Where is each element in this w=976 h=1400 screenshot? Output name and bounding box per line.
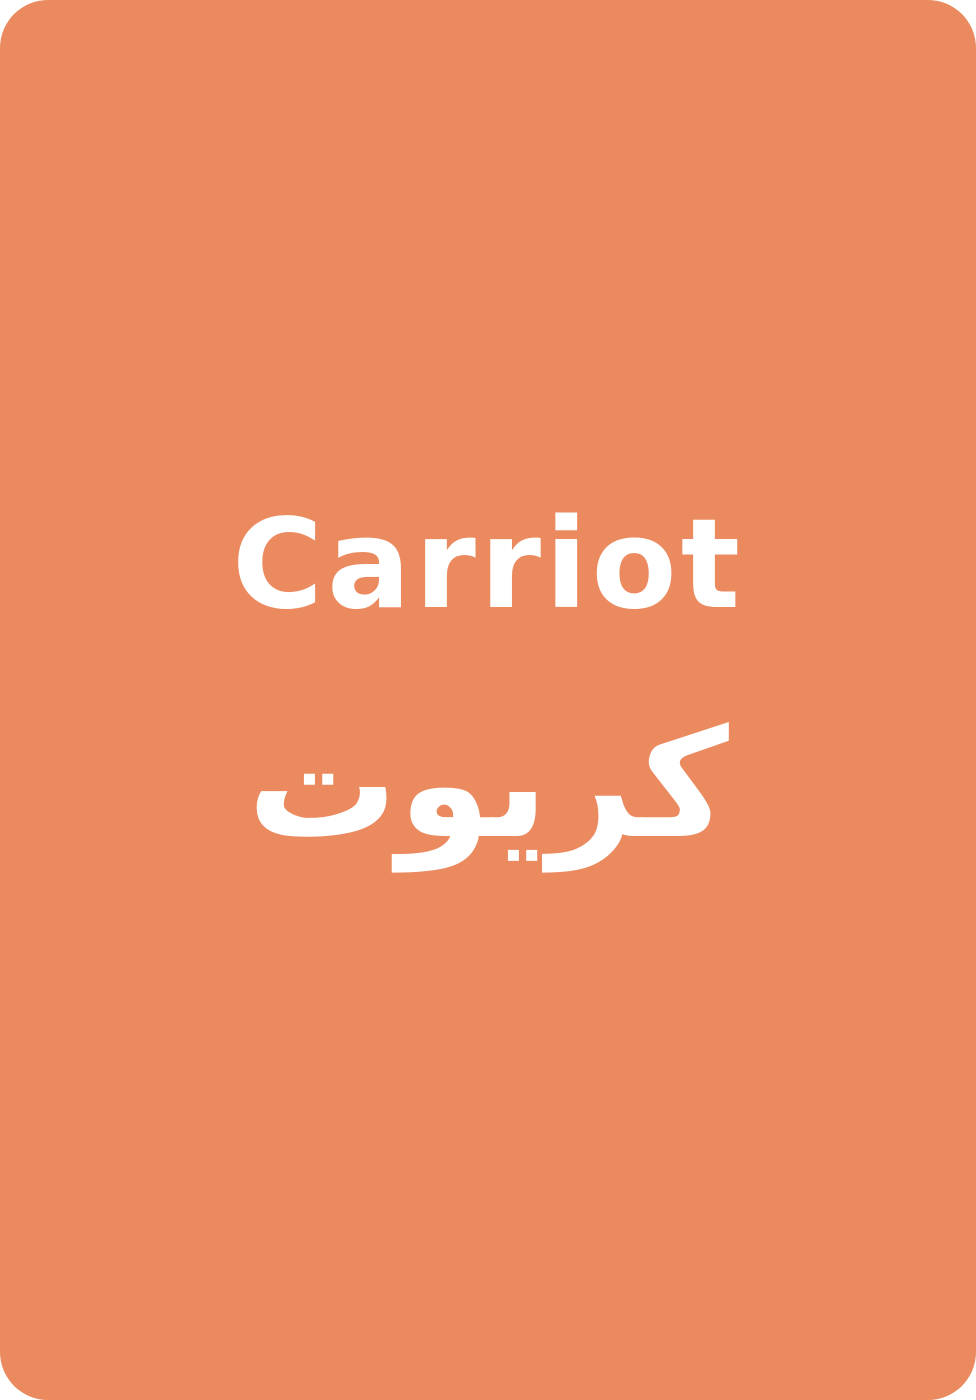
brand-name-latin: Carriot <box>232 493 744 637</box>
brand-name-persian: کریوت <box>247 698 729 872</box>
